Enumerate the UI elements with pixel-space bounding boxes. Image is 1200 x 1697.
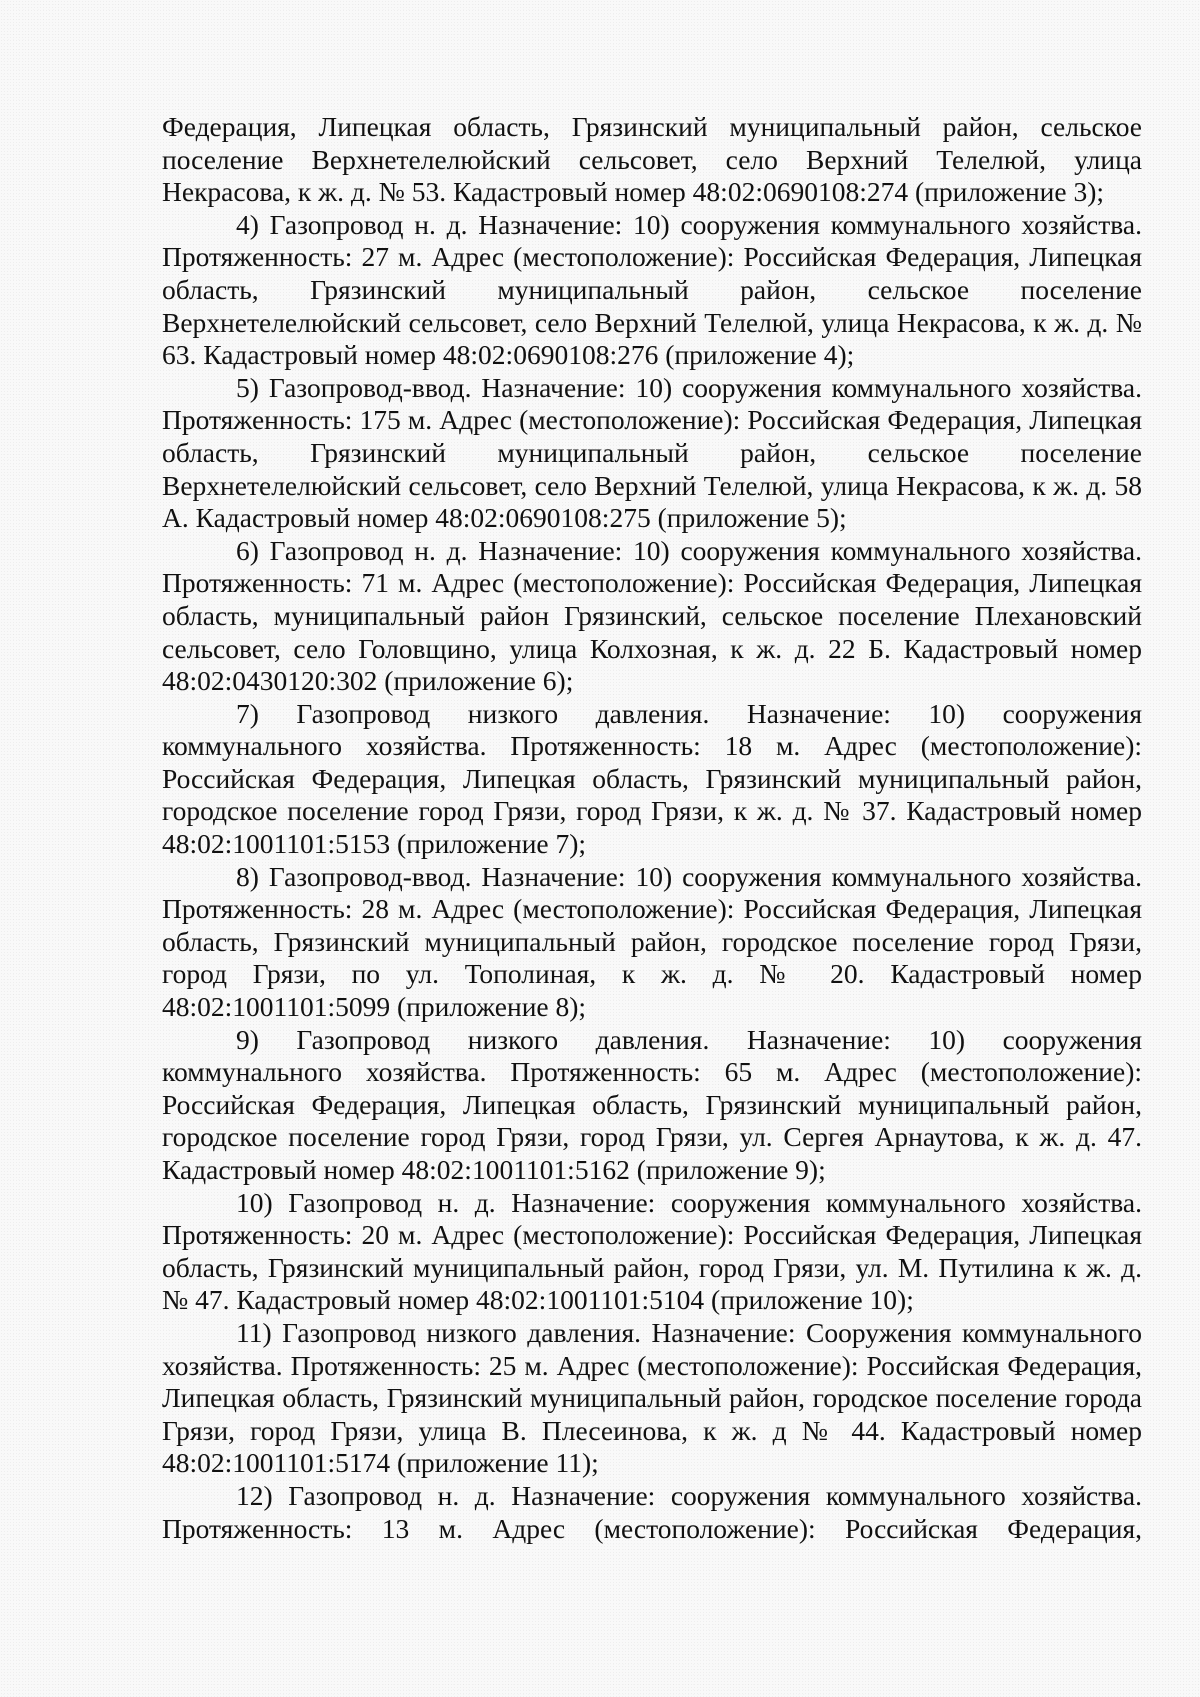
paragraph-item-4: 4) Газопровод н. д. Назначение: 10) сооружения коммунального хозяйства. Протяженность: 27 м. Адрес (местоположение): Российская Федерация, Липецкая область, Грязинский муниципальный район, сельское поселение Верхнетелелюйский сельсовет, село Верхний Телелюй, улица Некрасова, к ж. д. № 63. Кадастровый номер 48:02:0690108:276 (приложение 4); [162,208,1142,371]
paragraph-item-9: 9) Газопровод низкого давления. Назначение: 10) сооружения коммунального хозяйства. Протяженность: 65 м. Адрес (местоположение): Российская Федерация, Липецкая область, Грязинский муниципальный район, городское поселение город Грязи, город Грязи, ул. Сергея Арнаутова, к ж. д. 47. Кадастровый номер 48:02:1001101:5162 (приложение 9); [162,1023,1142,1185]
paragraph-item-12: 12) Газопровод н. д. Назначение: сооружения коммунального хозяйства. Протяженность: 13 м. Адрес (местоположение): Российская Федерация, [162,1479,1142,1544]
paragraph-continuation: Федерация, Липецкая область, Грязинский муниципальный район, сельское поселение Верхнетелелюйский сельсовет, село Верхний Телелюй, улица Некрасова, к ж. д. № 53. Кадастровый номер 48:02:0690108:274 (приложение 3); [162,111,1142,208]
paragraph-item-7: 7) Газопровод низкого давления. Назначение: 10) сооружения коммунального хозяйства. Протяженность: 18 м. Адрес (местоположение): Российская Федерация, Липецкая область, Грязинский муниципальный район, городское поселение город Грязи, город Грязи, к ж. д. № 37. Кадастровый номер 48:02:1001101:5153 (приложение 7); [162,697,1142,860]
paragraph-item-6: 6) Газопровод н. д. Назначение: 10) сооружения коммунального хозяйства. Протяженность: 71 м. Адрес (местоположение): Российская Федерация, Липецкая область, муниципальный район Грязинский, сельское поселение Плехановский сельсовет, село Головщино, улица Колхозная, к ж. д. 22 Б. Кадастровый номер 48:02:0430120:302 (приложение 6); [162,534,1142,697]
paragraph-item-8: 8) Газопровод-ввод. Назначение: 10) сооружения коммунального хозяйства. Протяженность: 28 м. Адрес (местоположение): Российская Федерация, Липецкая область, Грязинский муниципальный район, городское поселение город Грязи, город Грязи, по ул. Тополиная, к ж. д. № 20. Кадастровый номер 48:02:1001101:5099 (приложение 8); [162,860,1142,1023]
paragraph-item-11: 11) Газопровод низкого давления. Назначение: Сооружения коммунального хозяйства. Протяженность: 25 м. Адрес (местоположение): Российская Федерация, Липецкая область, Грязинский муниципальный район, городское поселение города Грязи, город Грязи, улица В. Плесеинова, к ж. д № 44. Кадастровый номер 48:02:1001101:5174 (приложение 11); [162,1316,1142,1479]
paragraph-item-10: 10) Газопровод н. д. Назначение: сооружения коммунального хозяйства. Протяженность: 20 м. Адрес (местоположение): Российская Федерация, Липецкая область, Грязинский муниципальный район, город Грязи, ул. М. Путилина к ж. д. № 47. Кадастровый номер 48:02:1001101:5104 (приложение 10); [162,1186,1142,1316]
paragraph-item-5: 5) Газопровод-ввод. Назначение: 10) сооружения коммунального хозяйства. Протяженность: 175 м. Адрес (местоположение): Российская Федерация, Липецкая область, Грязинский муниципальный район, сельское поселение Верхнетелелюйский сельсовет, село Верхний Телелюй, улица Некрасова, к ж. д. 58 А. Кадастровый номер 48:02:0690108:275 (приложение 5); [162,371,1142,534]
document-body [162,111,1142,1545]
